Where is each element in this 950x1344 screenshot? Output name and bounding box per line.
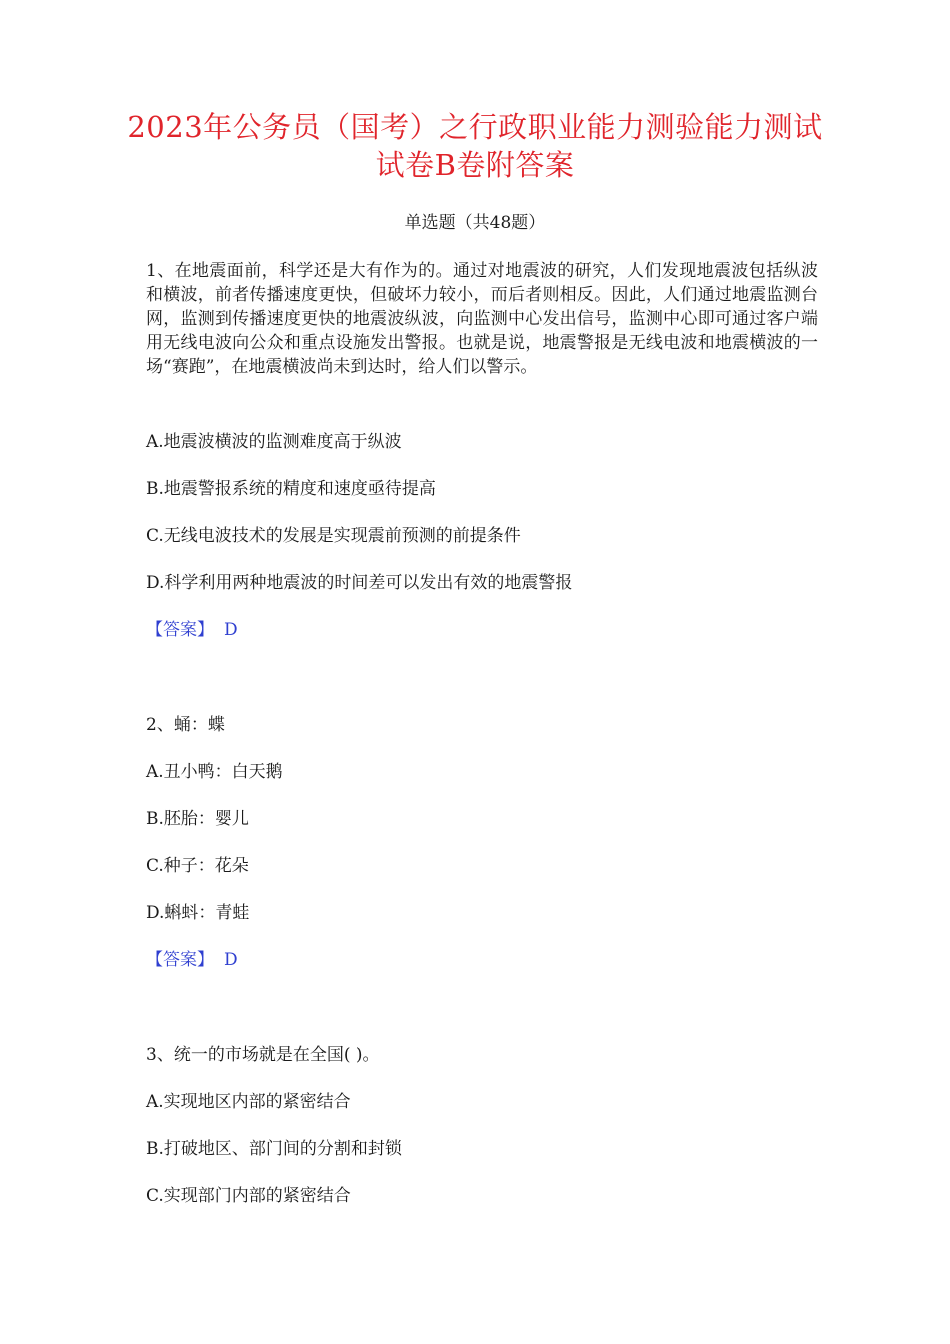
question-1-option-b: B.地震警报系统的精度和速度亟待提高 [146, 479, 436, 499]
answer-label: 【答案】 [146, 620, 214, 640]
question-1-stem: 1、在地震面前，科学还是大有作为的。通过对地震波的研究，人们发现地震波包括纵波和横波，前者传播速度更快，但破坏力较小，而后者则相反。因此，人们通过地震监测台网，监测到传播速度更快的地震波纵波，向监测中心发出信号，监测中心即可通过客户端用无线电波向公众和重点设施发出警报。也就是说，地震警报是无线电波和地震横波的一场“赛跑”，在地震横波尚未到达时，给人们以警示。 [146, 261, 818, 377]
question-2-option-c: C.种子：花朵 [146, 856, 249, 876]
question-3-option-a: A.实现地区内部的紧密结合 [146, 1092, 351, 1112]
section-heading: 单选题（共48题） [404, 213, 546, 233]
answer-value: D [224, 950, 238, 970]
question-1-option-d: D.科学利用两种地震波的时间差可以发出有效的地震警报 [146, 573, 573, 593]
question-2-answer [146, 948, 238, 972]
question-1-option-c: C.无线电波技术的发展是实现震前预测的前提条件 [146, 526, 521, 546]
answer-value: D [224, 620, 238, 640]
question-3-option-c: C.实现部门内部的紧密结合 [146, 1186, 351, 1206]
question-2-option-a: A.丑小鸭：白天鹅 [146, 762, 283, 782]
question-3-option-b: B.打破地区、部门间的分割和封锁 [146, 1139, 402, 1159]
question-1-option-a: A.地震波横波的监测难度高于纵波 [146, 432, 402, 452]
answer-label: 【答案】 [146, 950, 214, 970]
document-title: 2023年公务员（国考）之行政职业能力测验能力测试试卷B卷附答案 [127, 110, 823, 182]
question-2-option-d: D.蝌蚪：青蛙 [146, 903, 250, 923]
question-2-stem: 2、蛹：蝶 [146, 715, 225, 735]
question-3-stem: 3、统一的市场就是在全国( )。 [146, 1045, 380, 1065]
question-2-option-b: B.胚胎：婴儿 [146, 809, 249, 829]
question-1-answer [146, 618, 238, 642]
